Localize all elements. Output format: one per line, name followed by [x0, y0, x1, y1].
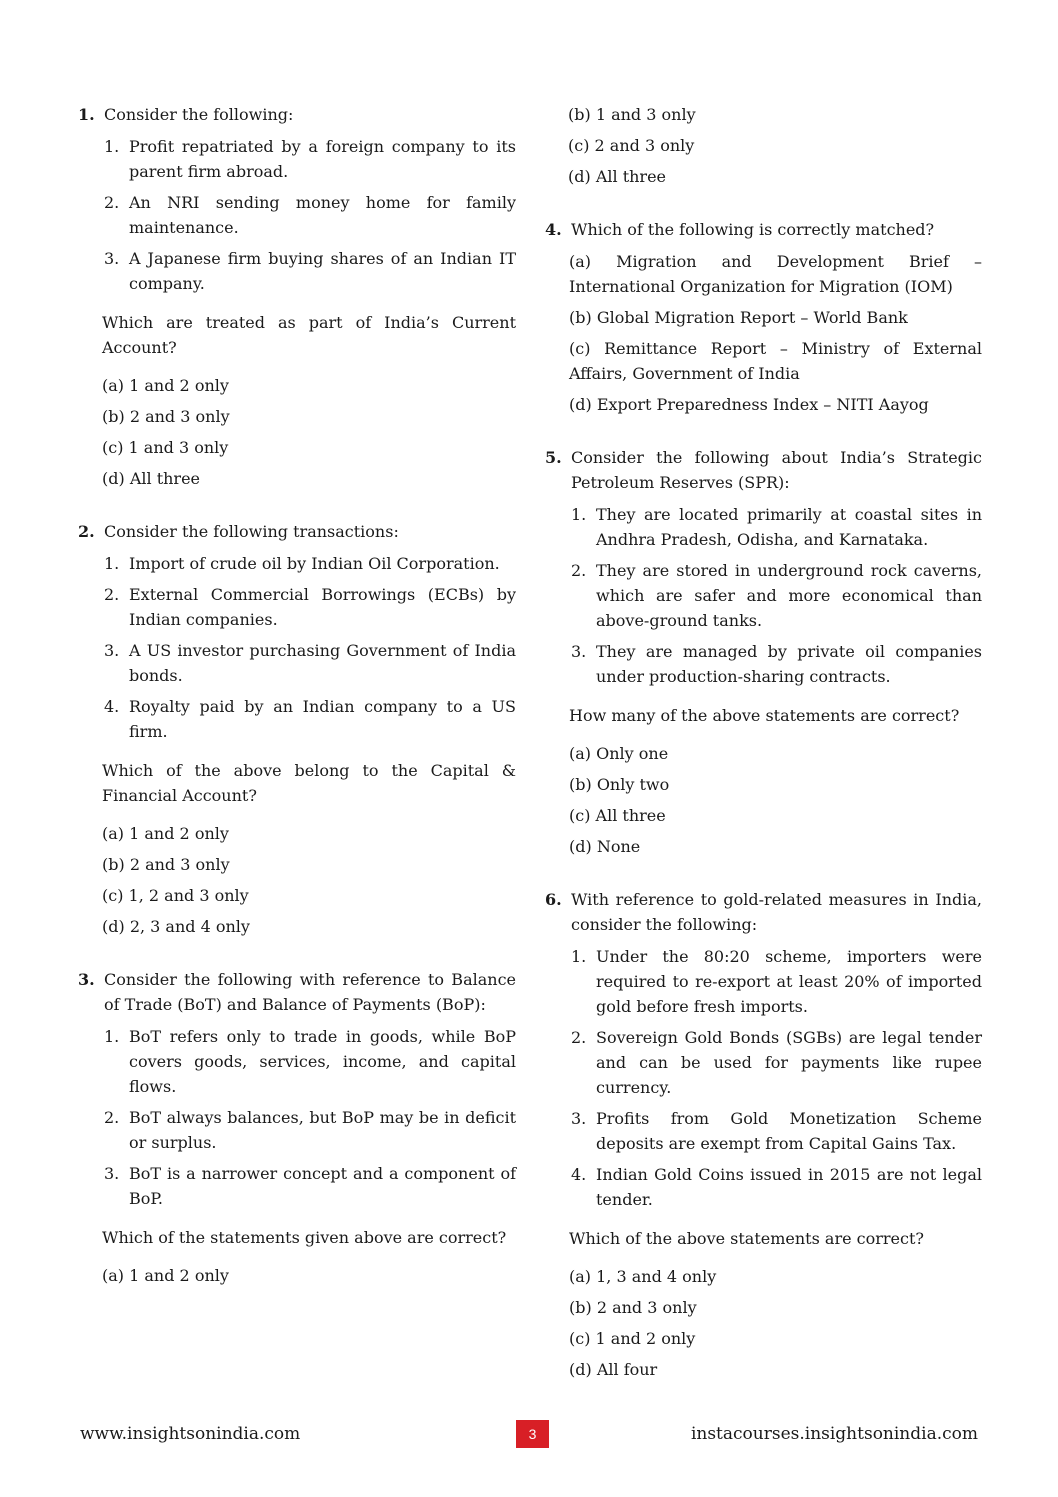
statement-text: Indian Gold Coins issued in 2015 are not legal tender.: [596, 1165, 982, 1209]
statement-number: 3.: [571, 642, 587, 661]
statement-number: 3.: [104, 249, 120, 268]
question-number: 3.: [78, 970, 95, 989]
answer-option[interactable]: (b) Only two: [569, 775, 670, 794]
question-prompt: Which of the statements given above are correct?: [102, 1228, 507, 1247]
statement-item: [104, 551, 516, 576]
statement-text: Profits from Gold Monetization Scheme deposits are exempt from Capital Gains Tax.: [596, 1109, 982, 1153]
answer-option[interactable]: (d) All three: [102, 469, 201, 488]
statement-text: An NRI sending money home for family maintenance.: [129, 193, 516, 237]
option-list: [569, 1264, 982, 1382]
question-prompt: Which of the above statements are correct?: [569, 1229, 924, 1248]
answer-option[interactable]: (c) All three: [569, 806, 666, 825]
answer-option[interactable]: (c) 1 and 2 only: [569, 1329, 696, 1348]
statement-text: Profit repatriated by a foreign company to its parent firm abroad.: [129, 137, 516, 181]
question-stem: Which of the following is correctly matched?: [571, 220, 935, 239]
option-list: [569, 741, 982, 859]
option-list: [102, 1263, 516, 1288]
page-number-badge: 3: [516, 1420, 549, 1448]
question-number: 4.: [545, 220, 562, 239]
statement-text: BoT always balances, but BoP may be in deficit or surplus.: [129, 1108, 516, 1152]
question-prompt: Which of the above belong to the Capital & Financial Account?: [102, 761, 516, 805]
statement-text: Under the 80:20 scheme, importers were required to re-export at least 20% of imported gold before fresh imports.: [596, 947, 982, 1016]
question-6: [545, 887, 982, 1382]
answer-option[interactable]: (c) 1, 2 and 3 only: [102, 886, 249, 905]
statement-text: Royalty paid by an Indian company to a US firm.: [129, 697, 516, 741]
question-stem: Consider the following:: [104, 105, 294, 124]
statement-item: [571, 639, 982, 689]
statement-number: 2.: [571, 1028, 587, 1047]
answer-option[interactable]: (a) 1 and 2 only: [102, 824, 229, 843]
statement-number: 1.: [104, 1027, 120, 1046]
right-column: [545, 102, 982, 1410]
answer-option[interactable]: (d) All three: [568, 167, 667, 186]
answer-option[interactable]: (a) Migration and Development Brief – International Organization for Migration (IOM): [569, 252, 982, 296]
statement-list: [104, 1024, 516, 1211]
answer-option[interactable]: (c) 2 and 3 only: [568, 136, 695, 155]
answer-option[interactable]: (a) 1 and 2 only: [102, 376, 229, 395]
answer-option[interactable]: (b) 2 and 3 only: [102, 855, 230, 874]
statement-text: They are located primarily at coastal sites in Andhra Pradesh, Odisha, and Karnataka.: [596, 505, 982, 549]
statement-text: A Japanese firm buying shares of an Indian IT company.: [129, 249, 516, 293]
statement-item: [104, 1161, 516, 1211]
statement-number: 3.: [104, 641, 120, 660]
answer-option[interactable]: (a) 1 and 2 only: [102, 1266, 229, 1285]
answer-option[interactable]: (a) Only one: [569, 744, 669, 763]
option-list: [102, 373, 516, 491]
statement-number: 4.: [104, 697, 120, 716]
statement-item: [104, 134, 516, 184]
question-1: [78, 102, 516, 491]
answer-option[interactable]: (b) 2 and 3 only: [102, 407, 230, 426]
question-5: [545, 445, 982, 859]
statement-number: 1.: [571, 505, 587, 524]
statement-item: [104, 638, 516, 688]
question-prompt: How many of the above statements are correct?: [569, 706, 960, 725]
option-list: [569, 249, 982, 417]
statement-text: BoT is a narrower concept and a component of BoP.: [129, 1164, 516, 1208]
statement-item: [571, 1025, 982, 1100]
statement-number: 1.: [104, 554, 120, 573]
question-stem: Consider the following about India’s Strategic Petroleum Reserves (SPR):: [571, 448, 982, 492]
question-stem: Consider the following with reference to Balance of Trade (BoT) and Balance of Payments (BoP):: [104, 970, 516, 1014]
footer-website-link[interactable]: www.insightsonindia.com: [80, 1424, 301, 1444]
statement-item: [104, 694, 516, 744]
statement-item: [104, 246, 516, 296]
statement-text: They are managed by private oil companies under production-sharing contracts.: [596, 642, 982, 686]
statement-item: [571, 1106, 982, 1156]
statement-text: Sovereign Gold Bonds (SGBs) are legal tender and can be used for payments like rupee currency.: [596, 1028, 982, 1097]
statement-number: 2.: [104, 193, 120, 212]
statement-number: 3.: [571, 1109, 587, 1128]
question-stem: With reference to gold-related measures in India, consider the following:: [571, 890, 982, 934]
statement-item: [104, 1105, 516, 1155]
statement-list: [571, 502, 982, 689]
left-column: [78, 102, 516, 1316]
statement-number: 1.: [104, 137, 120, 156]
statement-list: [571, 944, 982, 1212]
question-number: 6.: [545, 890, 562, 909]
statement-number: 3.: [104, 1164, 120, 1183]
answer-option[interactable]: (b) 2 and 3 only: [569, 1298, 697, 1317]
statement-item: [571, 944, 982, 1019]
statement-number: 2.: [571, 561, 587, 580]
statement-item: [571, 558, 982, 633]
question-3: [78, 967, 516, 1288]
answer-option[interactable]: (a) 1, 3 and 4 only: [569, 1267, 717, 1286]
question-2: [78, 519, 516, 939]
statement-list: [104, 134, 516, 296]
answer-option[interactable]: (b) 1 and 3 only: [568, 105, 696, 124]
answer-option[interactable]: (d) 2, 3 and 4 only: [102, 917, 250, 936]
question-number: 5.: [545, 448, 562, 467]
statement-item: [104, 190, 516, 240]
question-number: 1.: [78, 105, 95, 124]
statement-text: A US investor purchasing Government of India bonds.: [129, 641, 516, 685]
answer-option[interactable]: (b) Global Migration Report – World Bank: [569, 308, 908, 327]
question-stem: Consider the following transactions:: [104, 522, 399, 541]
answer-option[interactable]: (d) None: [569, 837, 641, 856]
answer-option[interactable]: (d) Export Preparedness Index – NITI Aayog: [569, 395, 929, 414]
question-number: 2.: [78, 522, 95, 541]
statement-number: 1.: [571, 947, 587, 966]
statement-text: Import of crude oil by Indian Oil Corporation.: [129, 554, 500, 573]
statement-text: They are stored in underground rock caverns, which are safer and more economical than above-ground tanks.: [596, 561, 982, 630]
option-list: [102, 821, 516, 939]
question-prompt: Which are treated as part of India’s Current Account?: [102, 313, 516, 357]
answer-option[interactable]: (c) Remittance Report – Ministry of External Affairs, Government of India: [569, 339, 982, 383]
question-3-options-continued: [568, 102, 982, 189]
statement-item: [571, 502, 982, 552]
answer-option[interactable]: (c) 1 and 3 only: [102, 438, 229, 457]
footer-courses-link[interactable]: instacourses.insightsonindia.com: [690, 1424, 978, 1444]
statement-item: [571, 1162, 982, 1212]
statement-number: 4.: [571, 1165, 587, 1184]
statement-list: [104, 551, 516, 744]
statement-number: 2.: [104, 585, 120, 604]
statement-number: 2.: [104, 1108, 120, 1127]
statement-item: [104, 582, 516, 632]
statement-text: External Commercial Borrowings (ECBs) by Indian companies.: [129, 585, 516, 629]
answer-option[interactable]: (d) All four: [569, 1360, 658, 1379]
statement-item: [104, 1024, 516, 1099]
question-4: [545, 217, 982, 417]
statement-text: BoT refers only to trade in goods, while BoP covers goods, services, income, and capital flows.: [129, 1027, 516, 1096]
